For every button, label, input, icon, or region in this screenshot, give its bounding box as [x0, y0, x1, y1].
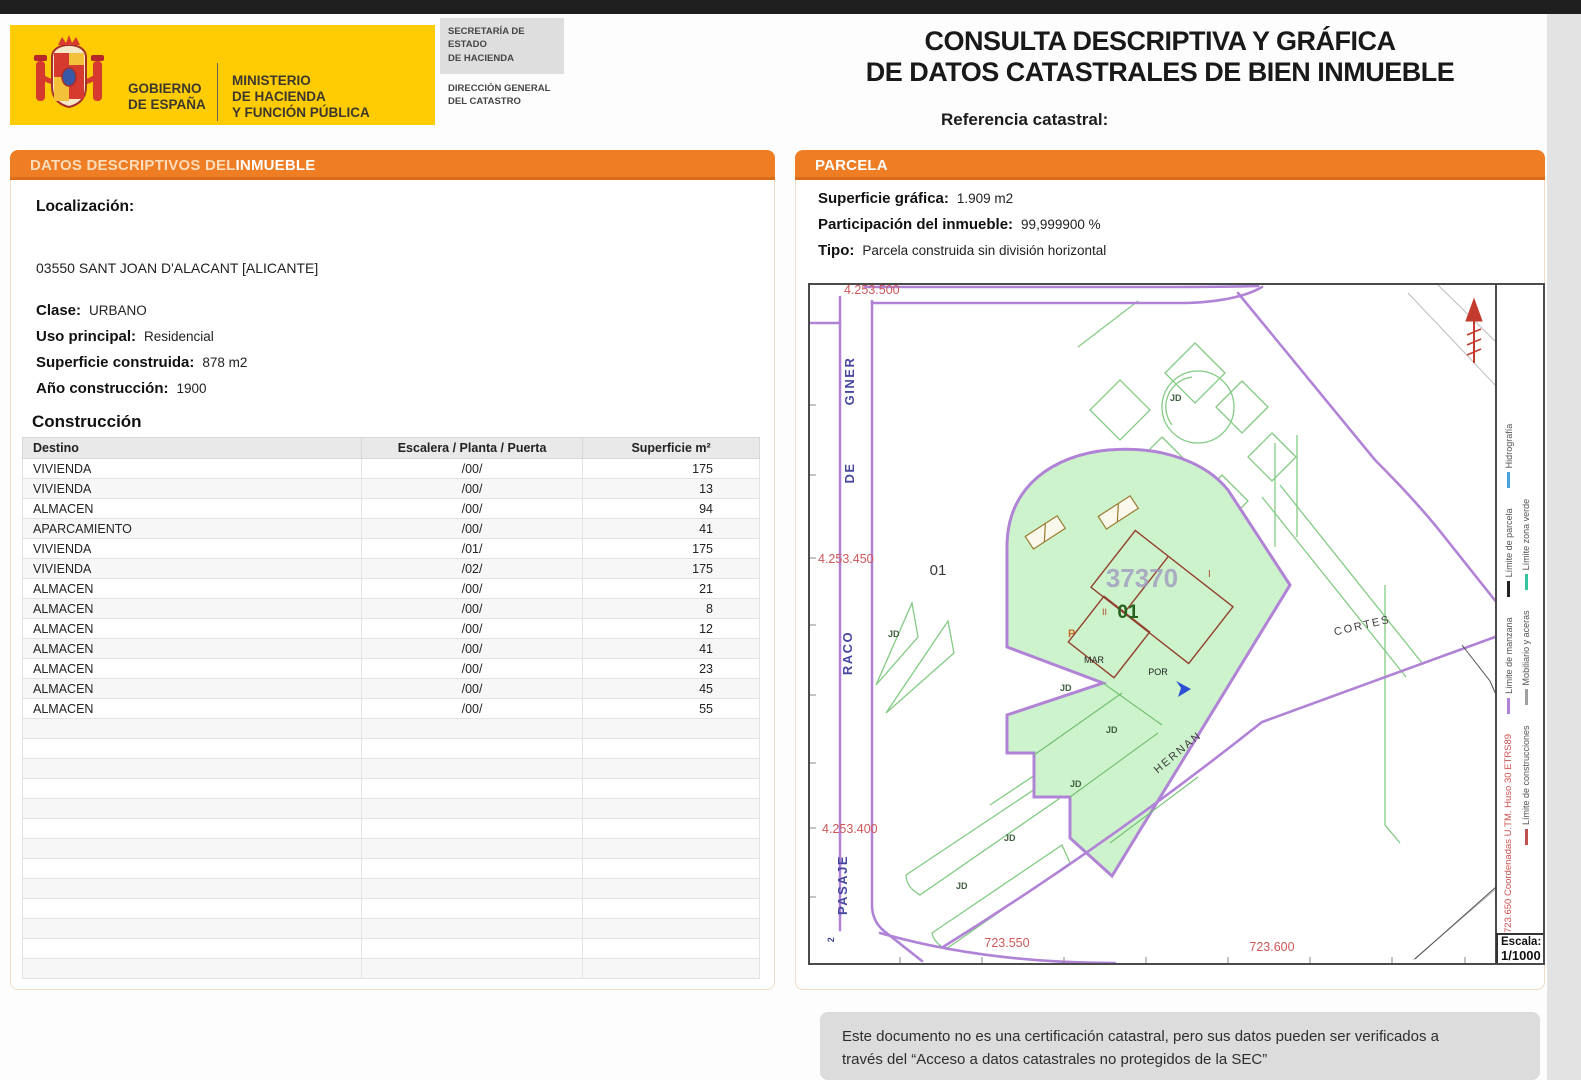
- legend-line-outer: [1521, 499, 1531, 933]
- svg-text:JD: JD: [888, 629, 900, 639]
- block-number: 01: [929, 562, 947, 579]
- table-row-empty: [23, 959, 760, 979]
- page-edge: [1547, 14, 1581, 1080]
- svg-text:4.253.400: 4.253.400: [822, 822, 878, 836]
- table-row-empty: [23, 819, 760, 839]
- construccion-title: Construcción: [32, 412, 142, 431]
- svg-text:JD: JD: [1004, 833, 1016, 843]
- table-row: APARCAMIENTO /00/ 41: [23, 519, 760, 539]
- north-arrow-icon: [1466, 299, 1482, 363]
- table-row-empty: [23, 759, 760, 779]
- superficie-construida-field: Superficie construida: 878 m2: [36, 354, 248, 371]
- svg-text:JD: JD: [1070, 779, 1082, 789]
- p-label: P: [1068, 628, 1076, 640]
- cadastral-map-frame: [808, 283, 1545, 965]
- table-row-empty: [23, 859, 760, 879]
- gobierno-logo: [10, 25, 435, 125]
- mar-label: MAR: [1084, 655, 1104, 665]
- escala-box: [1496, 933, 1543, 963]
- svg-text:JD: JD: [1106, 725, 1118, 735]
- inmueble-header: [10, 150, 775, 180]
- legend-line-inner: [1503, 424, 1514, 933]
- svg-text:723.550: 723.550: [984, 936, 1030, 950]
- svg-text:DE: DE: [842, 462, 857, 484]
- table-row: ALMACEN /00/ 41: [23, 639, 760, 659]
- ministerio-text: MINISTERIO DE HACIENDA Y FUNCIÓN PÚBLICA: [232, 73, 370, 121]
- svg-text:GINER: GINER: [842, 356, 857, 406]
- map-legend-sidebar: [1495, 285, 1543, 963]
- table-row: VIVIENDA /00/ 13: [23, 479, 760, 499]
- referencia-catastral-label: Referencia catastral:: [941, 110, 1109, 129]
- roman-ii-label: II: [1102, 607, 1108, 617]
- table-row: ALMACEN /00/ 94: [23, 499, 760, 519]
- legend-limite-construcciones: Límite de construcciones: [1521, 725, 1531, 845]
- svg-text:HERNAN: HERNAN: [1151, 729, 1205, 777]
- por-label: POR: [1148, 667, 1168, 677]
- table-row-empty: [23, 919, 760, 939]
- table-row-empty: [23, 899, 760, 919]
- table-row: ALMACEN /00/ 21: [23, 579, 760, 599]
- table-row-empty: [23, 779, 760, 799]
- gobierno-text: GOBIERNO DE ESPAÑA: [128, 81, 206, 113]
- table-row: VIVIENDA /00/ 175: [23, 459, 760, 479]
- svg-text:RACO: RACO: [840, 630, 855, 676]
- roman-i-label: I: [1208, 569, 1211, 580]
- disclaimer-box: [820, 1012, 1540, 1080]
- svg-text:CORTES: CORTES: [1332, 613, 1392, 639]
- logo-divider: [217, 63, 218, 121]
- parcel-area: [1007, 449, 1290, 876]
- inmueble-header-part2: INMUEBLE: [235, 156, 316, 174]
- svg-text:4.253.450: 4.253.450: [818, 552, 874, 566]
- tipo-field: Tipo: Parcela construida sin división horizontal: [818, 242, 1107, 259]
- uso-principal-field: Uso principal: Residencial: [36, 328, 214, 345]
- parcela-header: [795, 150, 1545, 180]
- legend-limite-parcela: Límite de parcela: [1504, 508, 1514, 597]
- parcela-limit-lines: [1415, 645, 1497, 959]
- table-row-empty: [23, 719, 760, 739]
- aceras-lines: [1408, 285, 1497, 960]
- clase-field: Clase: URBANO: [36, 302, 147, 319]
- table-header-cell: Escalera / Planta / Puerta: [362, 438, 583, 459]
- coat-of-arms-icon: [28, 35, 110, 115]
- table-row: VIVIENDA /02/ 175: [23, 559, 760, 579]
- direccion-general-text: DIRECCIÓN GENERAL DEL CATASTRO: [448, 83, 551, 108]
- table-row: ALMACEN /00/ 55: [23, 699, 760, 719]
- table-row-empty: [23, 939, 760, 959]
- table-row-empty: [23, 739, 760, 759]
- table-header-cell: Superficie m²: [583, 438, 760, 459]
- legend-limite-zona-verde: Límite zona verde: [1521, 499, 1531, 591]
- document-title: CONSULTA DESCRIPTIVA Y GRÁFICA DE DATOS CATASTRALES DE BIEN INMUEBLE: [865, 26, 1455, 87]
- parcela-header-label: PARCELA: [815, 156, 888, 174]
- table-header-row: [23, 438, 760, 459]
- disclaimer-line1: Este documento no es una certificación catastral, pero sus datos pueden ser verificados a: [842, 1028, 1440, 1045]
- ano-construccion-field: Año construcción: 1900: [36, 380, 207, 397]
- top-bar: [0, 0, 1581, 14]
- legend-hidrografia: Hidrografía: [1504, 424, 1514, 489]
- svg-text:4.253.500: 4.253.500: [844, 285, 900, 297]
- escala-label: Escala:: [1501, 936, 1542, 948]
- inmueble-header-part1: DATOS DESCRIPTIVOS DEL: [30, 156, 236, 174]
- table-row: ALMACEN /00/ 12: [23, 619, 760, 639]
- legend-mobiliario-aceras: Mobiliario y aceras: [1521, 610, 1531, 705]
- secretaria-box: SECRETARÍA DE ESTADO DE HACIENDA: [440, 18, 564, 74]
- escala-value: 1/1000: [1501, 948, 1541, 963]
- table-header-cell: Destino: [23, 438, 362, 459]
- localizacion-value: 03550 SANT JOAN D'ALACANT [ALICANTE]: [36, 260, 319, 276]
- localizacion-label: Localización:: [36, 198, 135, 215]
- parcel-number: 01: [1117, 602, 1139, 623]
- superficie-grafica-field: Superficie gráfica: 1.909 m2: [818, 190, 1014, 207]
- table-row: ALMACEN /00/ 45: [23, 679, 760, 699]
- table-row: ALMACEN /00/ 23: [23, 659, 760, 679]
- manzana-number: 37370: [1105, 563, 1179, 593]
- table-row: VIVIENDA /01/ 175: [23, 539, 760, 559]
- participacion-field: Participación del inmueble: 99,999900 %: [818, 216, 1101, 233]
- disclaimer-line2: través del “Acceso a datos catastrales no protegidos de la SEC”: [842, 1051, 1268, 1069]
- cadastral-map: [810, 285, 1497, 963]
- street-labels: [826, 357, 857, 943]
- utm-coords-text: 723.650 Coordenadas U.TM. Huso 30 ETRS89: [1503, 733, 1514, 933]
- svg-text:JD: JD: [1060, 683, 1072, 693]
- table-row-empty: [23, 799, 760, 819]
- table-row-empty: [23, 839, 760, 859]
- legend-limite-manzana: Límite de manzana: [1504, 617, 1514, 714]
- construccion-table: [22, 437, 760, 979]
- svg-text:JD: JD: [1170, 393, 1182, 403]
- svg-text:2: 2: [826, 935, 836, 943]
- svg-text:PASAJE: PASAJE: [835, 854, 850, 916]
- svg-text:723.600: 723.600: [1249, 940, 1295, 954]
- table-row-empty: [23, 879, 760, 899]
- table-row: ALMACEN /00/ 8: [23, 599, 760, 619]
- svg-text:JD: JD: [956, 881, 968, 891]
